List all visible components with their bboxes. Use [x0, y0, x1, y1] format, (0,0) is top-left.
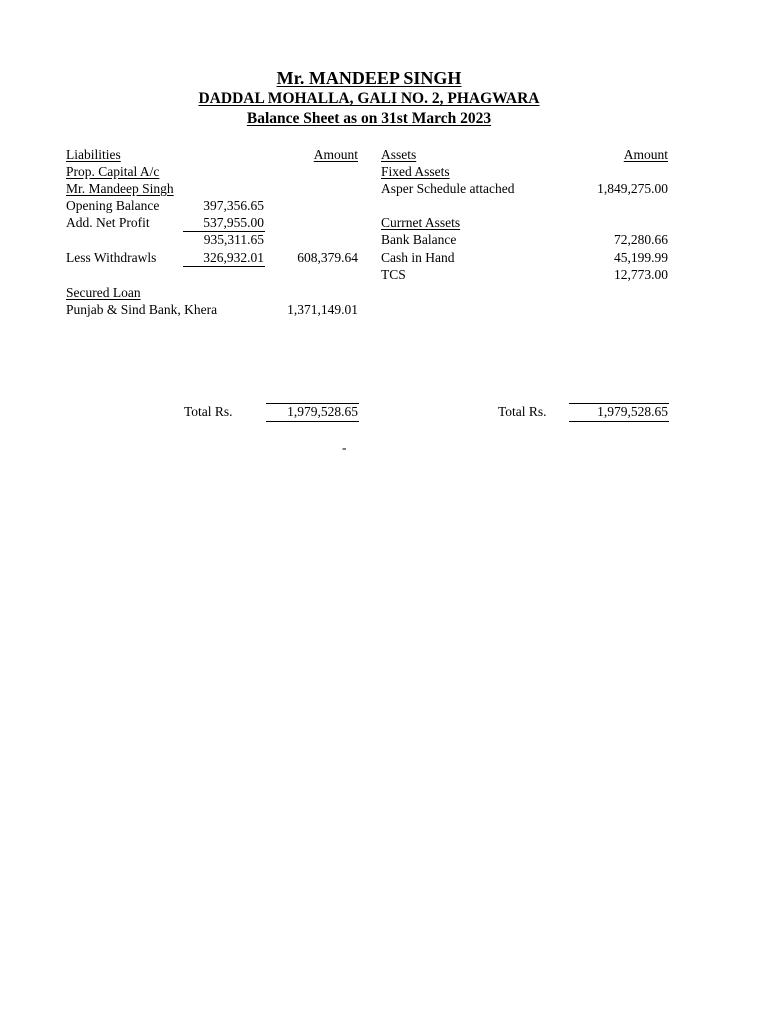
liabilities-total-bottom-rule — [266, 421, 359, 422]
schedule-label: Asper Schedule attached — [381, 181, 515, 196]
bank-balance-label: Bank Balance — [381, 232, 457, 247]
opening-balance-label: Opening Balance — [66, 198, 160, 213]
capital-owner-name: Mr. Mandeep Singh — [66, 181, 174, 196]
liabilities-amount-heading: Amount — [313, 147, 358, 162]
net-profit-label: Add. Net Profit — [66, 215, 150, 230]
capital-account-heading: Prop. Capital A/c — [66, 164, 160, 179]
bank-balance-value: 72,280.66 — [614, 232, 668, 247]
capital-total-value: 608,379.64 — [297, 250, 358, 265]
liabilities-total-label: Total Rs. — [184, 404, 233, 419]
loan-label: Punjab & Sind Bank, Khera — [66, 302, 218, 317]
cash-in-hand-label: Cash in Hand — [381, 250, 455, 265]
schedule-value: 1,849,275.00 — [597, 181, 668, 196]
withdrawals-value: 326,932.01 — [203, 250, 264, 265]
assets-total-bottom-rule — [569, 421, 669, 422]
proprietor-address: DADDAL MOHALLA, GALI NO. 2, PHAGWARA — [198, 90, 540, 107]
loan-value: 1,371,149.01 — [287, 302, 358, 317]
footer-dash: - — [342, 440, 347, 455]
withdrawals-rule — [183, 266, 265, 267]
liabilities-heading: Liabilities — [66, 147, 121, 162]
assets-amount-heading: Amount — [623, 147, 668, 162]
capital-subtotal-value: 935,311.65 — [203, 232, 264, 247]
fixed-assets-heading: Fixed Assets — [381, 164, 450, 179]
cash-in-hand-value: 45,199.99 — [614, 250, 668, 265]
assets-total-value: 1,979,528.65 — [597, 404, 668, 419]
net-profit-value: 537,955.00 — [203, 215, 264, 230]
assets-total-label: Total Rs. — [498, 404, 547, 419]
current-assets-heading: Currnet Assets — [381, 215, 461, 230]
balance-sheet-title: Balance Sheet as on 31st March 2023 — [246, 110, 492, 127]
secured-loan-heading: Secured Loan — [66, 285, 141, 300]
opening-balance-value: 397,356.65 — [203, 198, 264, 213]
tcs-label: TCS — [381, 267, 406, 282]
assets-heading: Assets — [381, 147, 417, 162]
tcs-value: 12,773.00 — [614, 267, 668, 282]
proprietor-name: Mr. MANDEEP SINGH — [276, 68, 462, 88]
liabilities-total-value: 1,979,528.65 — [287, 404, 358, 419]
withdrawals-label: Less Withdrawls — [66, 250, 157, 265]
